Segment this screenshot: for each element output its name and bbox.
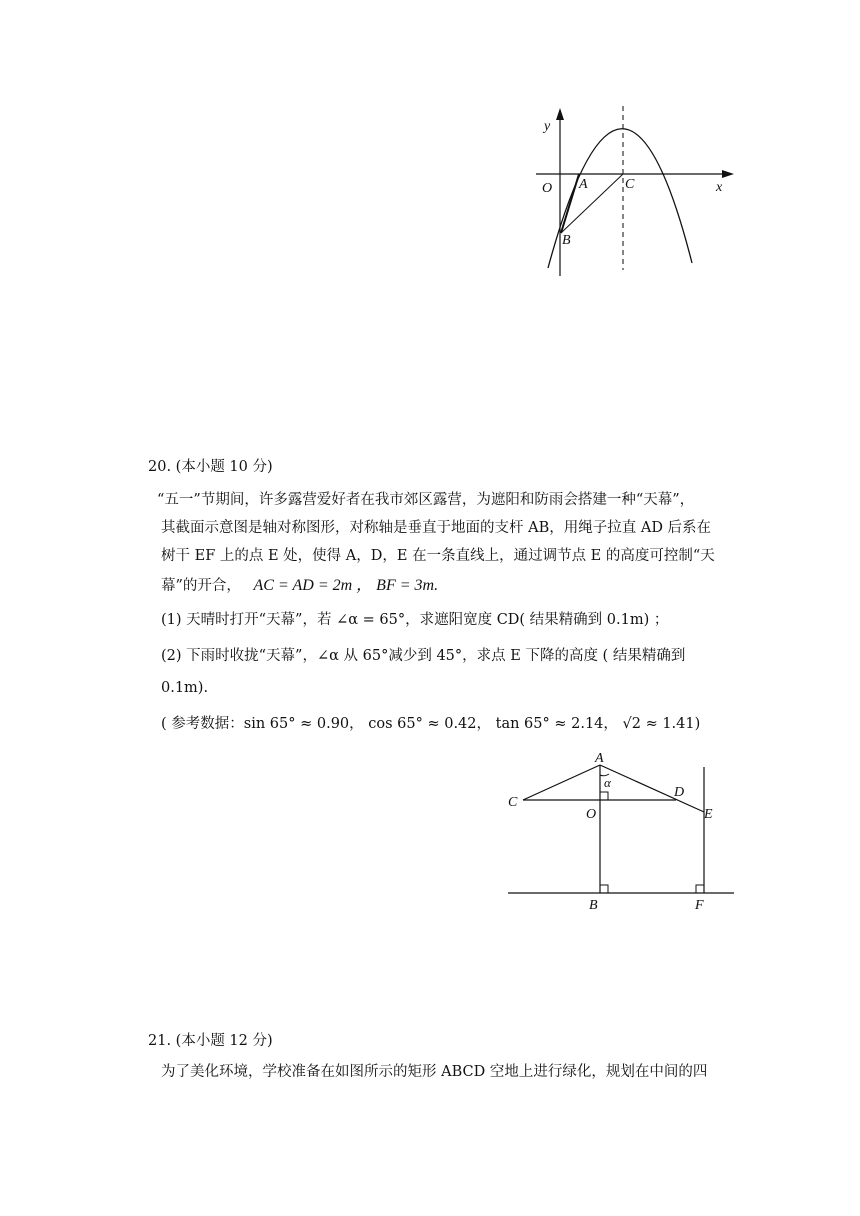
y-axis-arrow — [556, 108, 564, 120]
q20-para-4 — [161, 576, 438, 596]
tent-figure — [500, 745, 740, 915]
segment-AC — [523, 765, 600, 800]
q20-part-2a: (2) 下雨时收拢“天幕”，∠α 从 65°减少到 45°，求点 E 下降的高度 ( 结果精确到 — [161, 648, 686, 664]
label-alpha: α — [604, 775, 611, 790]
right-angle-O — [600, 792, 608, 800]
q20-para-4-math: AC = AD = 2m ， BF = 3m. — [253, 577, 439, 594]
label-O: O — [542, 181, 553, 196]
q20-para-1: “五一”节期间，许多露营爱好者在我市郊区露营，为遮阳和防雨会搭建一种“天幕”， — [157, 492, 695, 508]
label-B: B — [589, 898, 598, 913]
q20-para-3: 树干 EF 上的点 E 处，使得 A，D，E 在一条直线上，通过调节点 E 的高度可控制“天 — [161, 548, 715, 564]
q21-heading: 21. (本小题 12 分) — [148, 1033, 273, 1049]
q20-heading: 20. (本小题 10 分) — [148, 459, 273, 475]
q20-part-2b: 0.1m). — [161, 680, 209, 696]
label-E: E — [704, 807, 713, 822]
label-F: F — [695, 898, 704, 913]
right-angle-B — [600, 885, 608, 893]
label-x: x — [716, 180, 723, 195]
label-B: B — [562, 233, 571, 248]
parabola-svg — [530, 100, 740, 280]
q20-part-1: (1) 天晴时打开“天幕”，若 ∠α = 65°，求遮阳宽度 CD( 结果精确到 0.1m) ； — [161, 612, 669, 628]
label-C: C — [508, 795, 518, 810]
label-A: A — [579, 177, 588, 192]
rope-AE — [600, 765, 704, 812]
q20-para-2: 其截面示意图是轴对称图形，对称轴是垂直于地面的支杆 AB，用绳子拉直 AD 后系在 — [161, 520, 712, 536]
q21-para-1: 为了美化环境，学校准备在如图所示的矩形 ABCD 空地上进行绿化，规划在中间的四 — [161, 1064, 708, 1080]
label-A: A — [595, 751, 604, 766]
q20-para-4-text: 幕”的开合， — [161, 578, 241, 594]
label-O: O — [586, 807, 597, 822]
tent-svg — [500, 745, 740, 915]
label-C: C — [625, 177, 635, 192]
label-D: D — [674, 785, 685, 800]
x-axis-arrow — [722, 170, 734, 178]
label-y: y — [544, 119, 551, 134]
right-angle-F — [696, 885, 704, 893]
parabola-figure — [530, 100, 740, 280]
q20-reference-data: ( 参考数据：sin 65° ≈ 0.90， cos 65° ≈ 0.42， tan 65° ≈ 2.14， √2 ≈ 1.41) — [161, 716, 701, 732]
